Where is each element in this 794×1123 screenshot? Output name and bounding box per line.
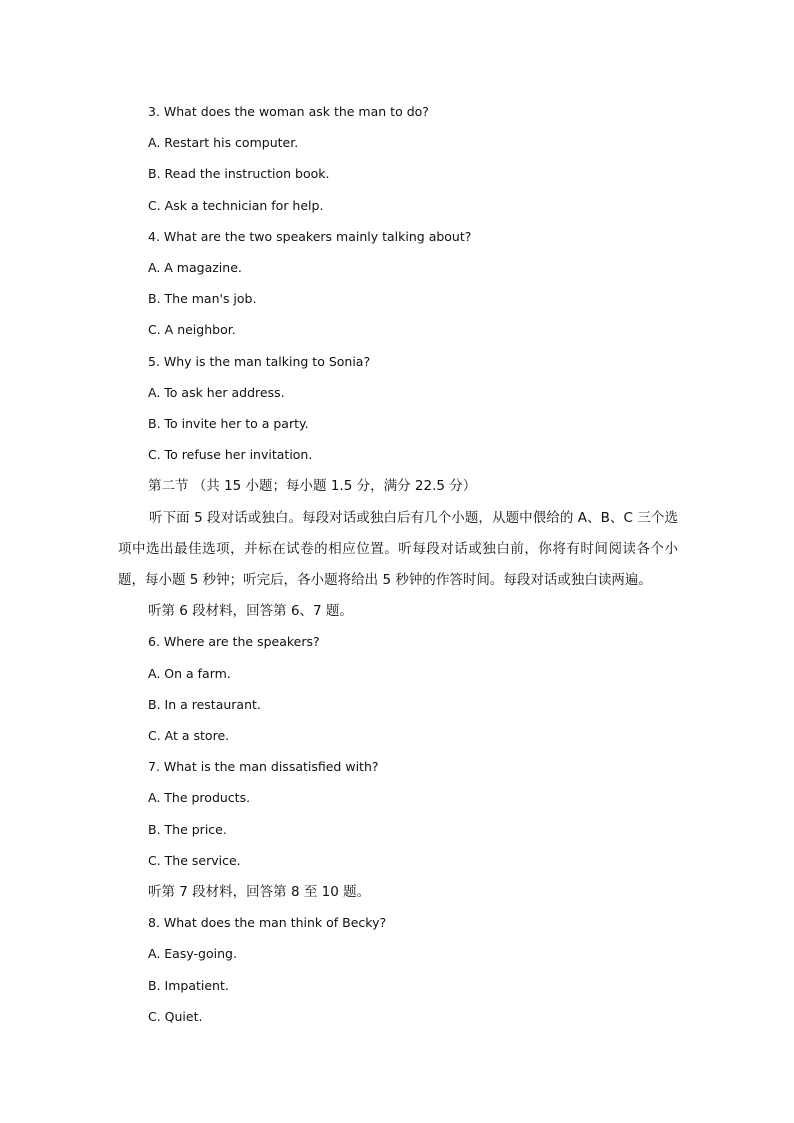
option-6c: C. At a store. (148, 728, 230, 743)
option-5b: B. To invite her to a party. (148, 416, 309, 431)
question-8: 8. What does the man think of Becky? (148, 915, 387, 930)
option-3a: A. Restart his computer. (148, 135, 299, 150)
section-header: 第二节 （共 15 小题；每小题 1.5 分，满分 22.5 分） (148, 478, 477, 494)
question-3: 3. What does the woman ask the man to do? (148, 104, 429, 119)
option-7c: C. The service. (148, 853, 241, 868)
option-4c: C. A neighbor. (148, 322, 236, 337)
option-3c: C. Ask a technician for help. (148, 198, 324, 213)
instructions-paragraph: 听下面 5 段对话或独白。每段对话或独白后有几个小题，从题中偎给的 A、B、C 三个选项中选出最佳选项，并标在试卷的相应位置。听每段对话或独白前，你将有时间阅读各个小题，每小题 5 秒钟；听完后，各小题将给出 5 秒钟的作答时间。每段对话或独白读两遍。 (118, 510, 678, 588)
option-5a: A. To ask her address. (148, 385, 285, 400)
option-7b: B. The price. (148, 822, 227, 837)
question-4: 4. What are the two speakers mainly talking about? (148, 229, 472, 244)
option-6b: B. In a restaurant. (148, 697, 261, 712)
group-header-8-10: 听第 7 段材料，回答第 8 至 10 题。 (148, 884, 371, 900)
option-4b: B. The man's job. (148, 291, 257, 306)
option-8c: C. Quiet. (148, 1009, 203, 1024)
option-8b: B. Impatient. (148, 978, 229, 993)
question-6: 6. Where are the speakers? (148, 634, 320, 649)
option-3b: B. Read the instruction book. (148, 166, 330, 181)
option-8a: A. Easy-going. (148, 946, 237, 961)
option-4a: A. A magazine. (148, 260, 242, 275)
question-5: 5. Why is the man talking to Sonia? (148, 354, 371, 369)
group-header-6-7: 听第 6 段材料，回答第 6、7 题。 (148, 603, 353, 619)
option-6a: A. On a farm. (148, 666, 231, 681)
option-5c: C. To refuse her invitation. (148, 447, 313, 462)
option-7a: A. The products. (148, 790, 251, 805)
question-7: 7. What is the man dissatisfied with? (148, 759, 379, 774)
